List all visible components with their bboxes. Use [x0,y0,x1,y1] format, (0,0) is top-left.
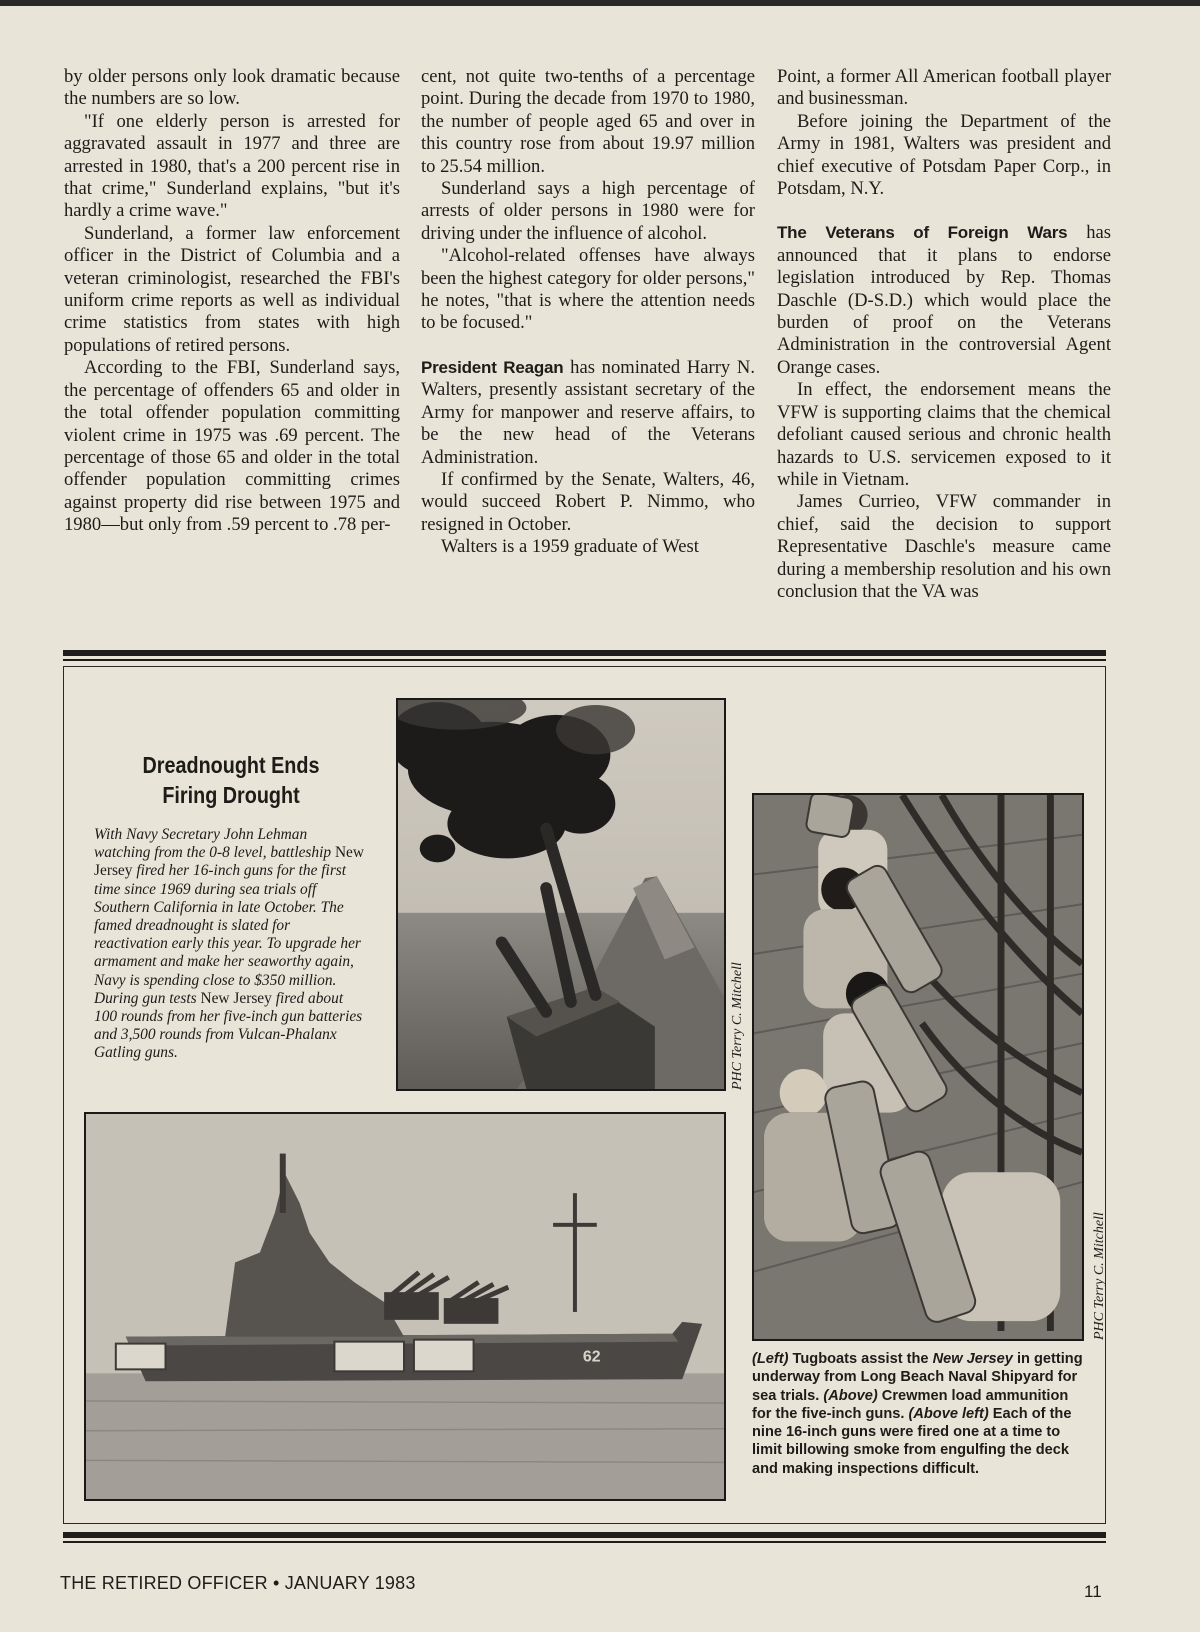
divider-rule [63,1541,1106,1543]
caption-tag: (Above) [823,1387,878,1404]
intro-text: fired about 100 rounds from her five-inch gun batteries and 3,500 rounds from Vulcan-Phalanx Gatling guns. [94,989,363,1062]
feature-headline [125,750,337,810]
headline-line: Dreadnought Ends [142,752,320,778]
paragraph: "If one elderly person is arrested for aggravated assault in 1977 and three are arrested in 1980, that's a 200 percent rise in that crime," Sunderland explains, "but it's hardly a crime wave." [64,110,400,222]
caption-text: in getting underway from Long Beach Naval Shipyard for sea trials. [752,1351,1083,1404]
photo-credit: PHC Terry C. Mitchell [730,962,745,1090]
paragraph: cent, not quite two-tenths of a percentage point. During the decade from 1970 to 1980, the number of people aged 65 and over in this country rose from about 19.97 million to 25.54 million. [421,66,755,177]
intro-text: fired her 16-inch guns for the first time since 1969 during sea trials off Southern California in late October. The famed dreadnought is slated for reactivation early this year. To upgrade her armament and make her seaworthy again, Navy is spending close to $350 million. During gun tests [94,862,361,1007]
divider-rule [63,1532,1106,1538]
feature-intro [94,826,366,1063]
caption-text: Each of the nine 16-inch guns were fired one at a time to limit billowing smoke from engulfing the deck and making inspections difficult. [752,1405,1072,1477]
paragraph: According to the FBI, Sunderland says, the percentage of offenders 65 and older in the total offender population committing violent crime in 1975 was .69 percent. The percentage of those 65 and older in the total offender population committing crimes against property did rise between 1975 and 1980—but only from .59 percent to .78 per- [64,357,400,536]
paragraph [777,222,1111,379]
photo-battleship-tugboats [84,1112,726,1501]
publication-name: THE RETIRED OFFICER [60,1573,268,1593]
caption-tag: (Left) [752,1351,789,1367]
lead-in: The Veterans of Foreign Wars [777,223,1068,243]
lead-in: President Reagan [421,357,564,377]
footer-publication [60,1573,416,1594]
bullet-separator: • [273,1573,280,1593]
ship-name: New Jersey [932,1351,1013,1367]
ship-name: New Jersey [94,844,364,880]
divider-rule [63,650,1106,656]
paragraph-text: has announced that it plans to endorse legislation introduced by Rep. Thomas Daschle (D-S.D.) which would place the burden of proof on the Veterans Administration in the controversial Agent Orange cases. [777,222,1111,378]
paragraph: by older persons only look dramatic because the numbers are so low. [64,66,400,110]
paragraph: James Currieo, VFW commander in chief, said the decision to support Representative Daschle's measure came during a membership resolution and his own conclusion that the VA was [777,491,1111,602]
hull-number: 62 [582,1348,601,1366]
paragraph: Walters is a 1959 graduate of West [441,536,699,558]
caption-tag: (Above left) [908,1405,989,1422]
paragraph: Sunderland says a high percentage of arrests of older persons in 1980 were for driving under the influence of alcohol. [421,178,755,244]
article-column-3 [777,66,1111,603]
ship-name: New Jersey [200,989,272,1007]
divider-rule [63,659,1106,661]
photo-guns-firing [396,698,726,1091]
page-number: 11 [1084,1582,1102,1601]
issue-date: JANUARY 1983 [284,1573,416,1593]
paragraph: "Alcohol-related offenses have always been the highest category for older persons," he notes, "that is where the attention needs to be focused." [421,245,755,334]
paragraph: Before joining the Department of the Army in 1981, Walters was president and chief executive of Potsdam Paper Corp., in Potsdam, N.Y. [777,110,1111,200]
article-column-1 [64,66,400,537]
caption-text: Crewmen load ammunition for the five-inch guns. [752,1387,1069,1422]
paragraph: If confirmed by the Senate, Walters, 46, would succeed Robert P. Nimmo, who resigned in October. [421,468,755,535]
photo-credit: PHC Terry C. Mitchell [1092,1212,1107,1340]
paragraph: Point, a former All American football player and businessman. [777,66,1111,110]
headline-line: Firing Drought [162,782,300,808]
photo-caption [752,1350,1084,1478]
intro-text: With Navy Secretary John Lehman watching from the 0-8 level, battleship [94,826,335,862]
paragraph: Sunderland, a former law enforcement officer in the District of Columbia and a veteran criminologist, researched the FBI's uniform crime reports as well as individual crime statistics from states with high populations of retired persons. [64,222,400,356]
paragraph [421,357,755,469]
article-column-2 [421,66,755,559]
paragraph: In effect, the endorsement means the VFW is supporting claims that the chemical defoliant caused serious and chronic health hazards to U.S. servicemen exposed to it while in Vietnam. [777,379,1111,490]
photo-crewmen-loading [752,793,1084,1341]
caption-text: Tugboats assist the [788,1351,933,1367]
paragraph-text: has nominated Harry N. Walters, presently assistant secretary of the Army for manpower and reserve affairs, to be the new head of the Veterans Administration. [421,356,755,468]
